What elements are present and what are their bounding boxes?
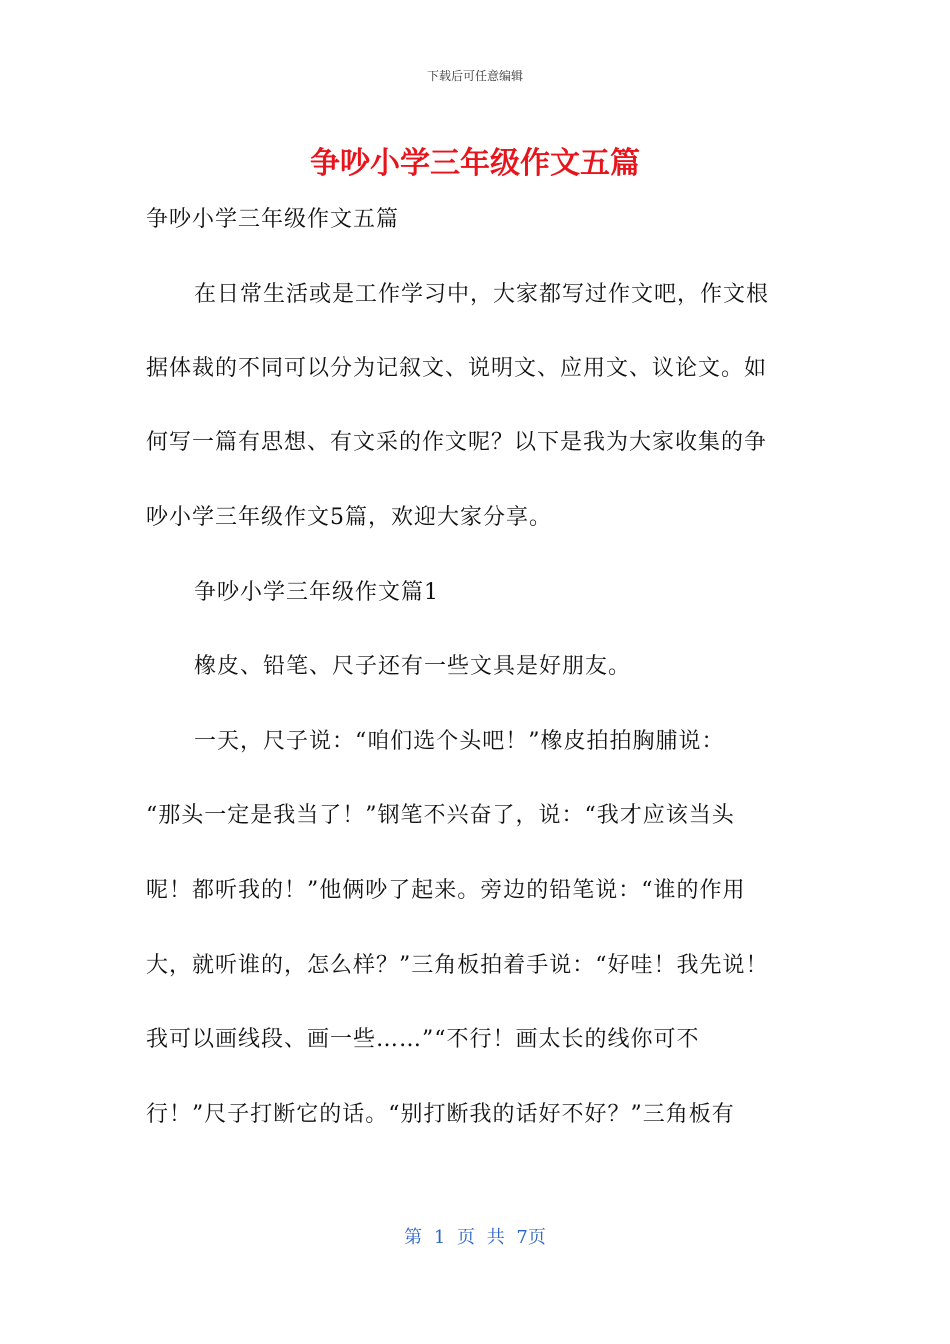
section-heading: 争吵小学三年级作文篇1 — [194, 580, 439, 605]
subtitle-line: 争吵小学三年级作文五篇 — [146, 207, 400, 232]
paragraph-line: 何写一篇有思想、有文采的作文呢？以下是我为大家收集的争 — [146, 430, 768, 455]
paragraph-line: 我可以画线段、画一些……”“不行！画太长的线你可不 — [146, 1027, 700, 1052]
paragraph-line: 行！”尺子打断它的话。“别打断我的话好不好？”三角板有 — [146, 1102, 735, 1127]
paragraph-line: 在日常生活或是工作学习中，大家都写过作文吧，作文根 — [194, 282, 770, 307]
paragraph-line: “那头一定是我当了！”钢笔不兴奋了，说：“我才应该当头 — [146, 803, 735, 828]
paragraph-line: 呢！都听我的！”他俩吵了起来。旁边的铅笔说：“谁的作用 — [146, 878, 746, 903]
paragraph-line: 吵小学三年级作文5篇，欢迎大家分享。 — [146, 505, 552, 530]
paragraph-line: 一天，尺子说：“咱们选个头吧！”橡皮拍拍胸脯说： — [194, 729, 725, 754]
paragraph-line: 橡皮、铅笔、尺子还有一些文具是好朋友。 — [194, 654, 632, 679]
paragraph-line: 据体裁的不同可以分为记叙文、说明文、应用文、议论文。如 — [146, 356, 768, 381]
page-number: 第 1 页 共 7页 — [404, 1227, 546, 1248]
page-header-note: 下载后可任意编辑 — [426, 69, 523, 83]
paragraph-line: 大，就听谁的，怎么样？”三角板拍着手说：“好哇！我先说！ — [146, 953, 769, 978]
document-title: 争吵小学三年级作文五篇 — [310, 146, 640, 181]
